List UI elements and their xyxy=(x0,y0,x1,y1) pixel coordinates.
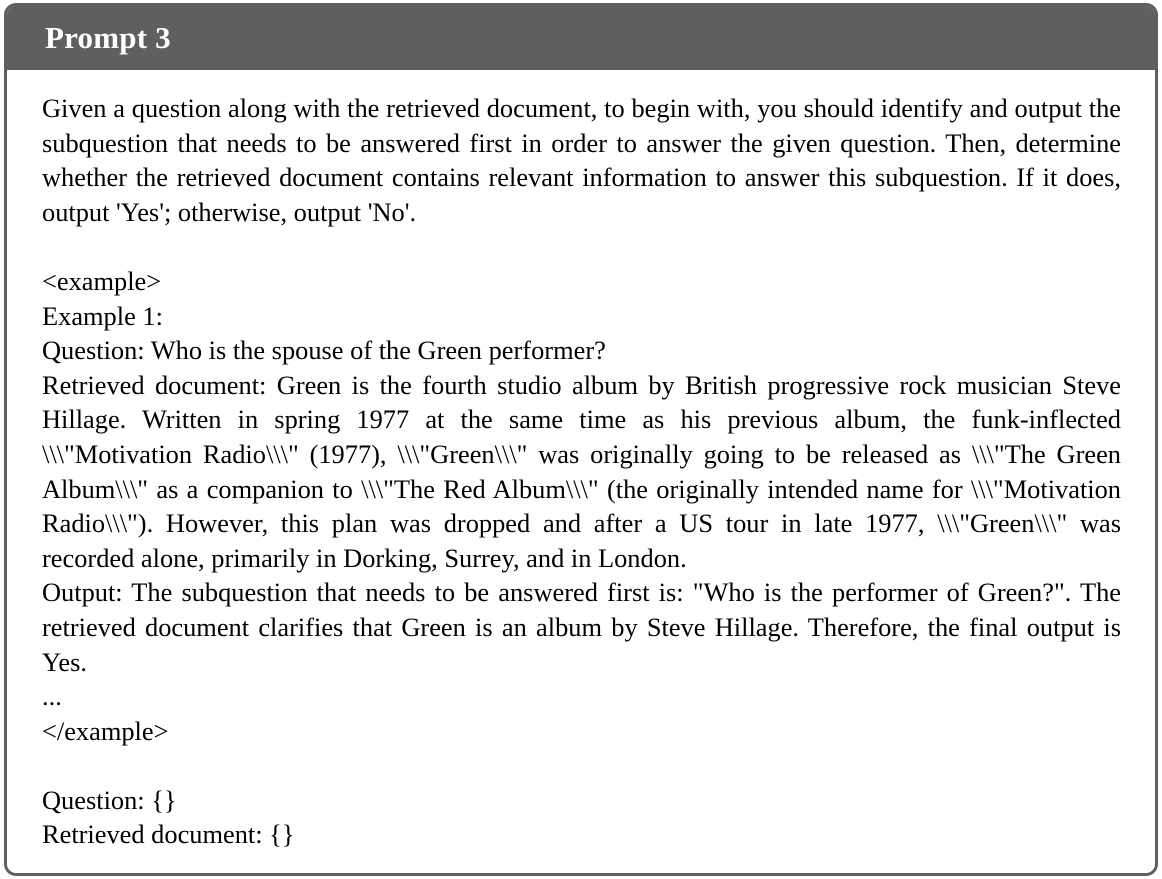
prompt-card xyxy=(4,3,1158,876)
card-header xyxy=(7,6,1155,70)
example-open-tag: <example> xyxy=(42,265,162,296)
example-label: Example 1: xyxy=(42,300,163,331)
example-question: Question: Who is the spouse of the Green performer? xyxy=(42,335,606,366)
card-title: Prompt 3 xyxy=(45,20,171,55)
template-retrieved-document: Retrieved document: {} xyxy=(42,819,295,850)
instruction-text: Given a question along with the retrieved document, to begin with, you should identify and output the subquestion that needs to be answered first in order to answer the given question. Then, determine whether the retrieved document contains relevant information to answer this subquestion. If it does, output 'Yes'; otherwise, output 'No'. xyxy=(42,93,1121,227)
spacer xyxy=(42,748,1121,783)
example-close-tag: </example> xyxy=(42,715,169,746)
example-retrieved-document: Retrieved document: Green is the fourth studio album by British progressive rock musician Steve Hillage. Written in spring 1977 at the same time as his previous album, the funk-inflected \\\"Motivation Radio\\\" (1977), \\\"Green\\\" was originally going to be released as \\\"The Green Album\\\" as a companion to \\\"The Red Album\\\" (the originally intended name for \\\"Motivation Radio\\\"). However, this plan was dropped and after a US tour in late 1977, \\\"Green\\\" was recorded alone, primarily in Dorking, Surrey, and in London. xyxy=(42,369,1121,573)
template-question: Question: {} xyxy=(42,784,177,815)
spacer xyxy=(42,229,1121,264)
card-body xyxy=(7,70,1155,852)
example-output: Output: The subquestion that needs to be answered first is: "Who is the performer of Green?". The retrieved document clarifies that Green is an album by Steve Hillage. Therefore, the final output is Yes. xyxy=(42,577,1121,677)
example-ellipsis: ... xyxy=(42,681,62,712)
